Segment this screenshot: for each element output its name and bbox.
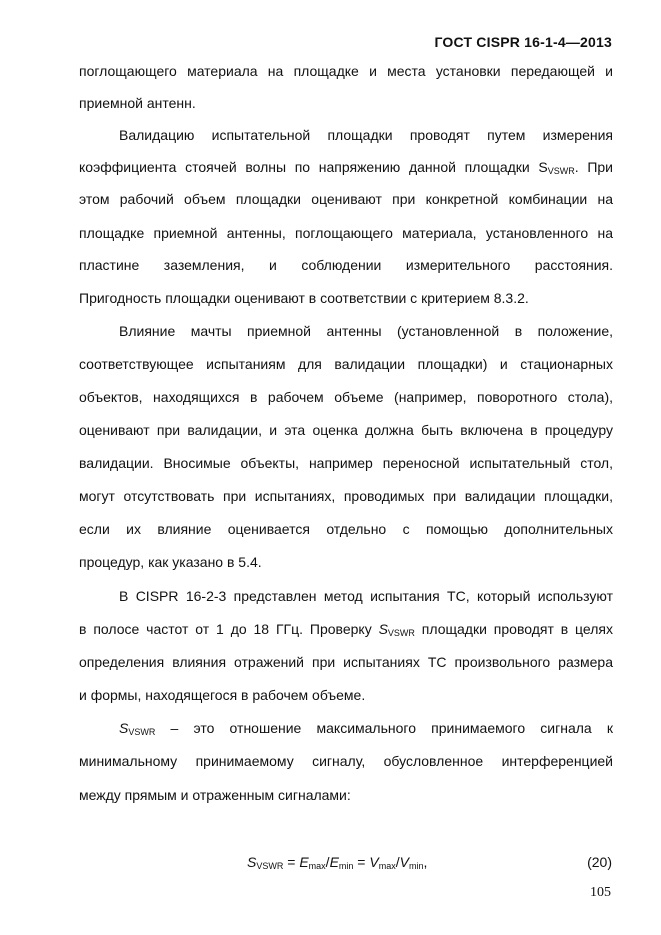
text-line: соответствующее испытаниям для валидации площадки) и стационарных	[79, 356, 613, 372]
subscript: max	[378, 861, 396, 871]
text-line	[119, 719, 613, 737]
text-line: процедур, как указано в 5.4.	[79, 554, 262, 570]
text-fragment: . При	[574, 159, 613, 175]
text-line: оценивают при валидации, и эта оценка должна быть включена в процедуру	[79, 422, 613, 438]
symbol: S	[119, 720, 129, 736]
text-line: Пригодность площадки оценивают в соответствии с критерием 8.3.2.	[79, 290, 529, 306]
text-line: могут отсутствовать при испытаниях, проводимых при валидации площадки,	[79, 488, 613, 504]
text-line: и формы, находящегося в рабочем объеме.	[79, 687, 366, 703]
operator: /	[325, 854, 330, 870]
formula-number: (20)	[587, 854, 612, 870]
text-line: пластине заземления, и соблюдении измерительного расстояния.	[79, 257, 613, 273]
text-line	[79, 158, 613, 176]
operator: =	[353, 854, 370, 870]
text-fragment: коэффициента стоячей волны по напряжению данной площадки S	[79, 159, 548, 175]
symbol: V	[399, 854, 409, 870]
text-line: если их влияние оценивается отдельно с помощью дополнительных	[79, 521, 613, 537]
subscript: VSWR	[387, 628, 415, 638]
subscript: VSWR	[256, 861, 284, 871]
text-line: этом рабочий объем площадки оценивают при конкретной комбинации на	[79, 191, 613, 207]
text-line: Валидацию испытательной площадки проводят путем измерения	[119, 127, 613, 143]
formula	[247, 854, 427, 870]
text-line: площадке приемной антенны, поглощающего материала, установленного на	[79, 225, 613, 241]
symbol: S	[378, 621, 388, 637]
subscript: VSWR	[547, 166, 575, 176]
text-fragment: – это отношение максимального принимаемого сигнала к	[155, 720, 613, 736]
text-line: определения влияния отражений при испытаниях ТС произвольного размера	[79, 654, 613, 670]
subscript: VSWR	[128, 727, 156, 737]
symbol: S	[247, 854, 257, 870]
text-fragment: в полосе частот от 1 до 18 ГГц. Проверку	[79, 621, 379, 637]
symbol: E	[329, 854, 339, 870]
subscript: min	[338, 861, 354, 871]
symbol: E	[299, 854, 309, 870]
subscript: max	[308, 861, 326, 871]
operator: =	[283, 854, 300, 870]
symbol: V	[369, 854, 379, 870]
punctuation: ,	[423, 854, 428, 870]
text-line	[79, 620, 613, 638]
text-fragment: площадки проводят в целях	[414, 621, 613, 637]
text-line: минимальному принимаемому сигналу, обусловленное интерференцией	[79, 753, 613, 769]
text-line: объектов, находящихся в рабочем объеме (например, поворотного стола),	[79, 389, 613, 405]
text-line: между прямым и отраженным сигналами:	[79, 787, 351, 803]
text-line: В CISPR 16-2-3 представлен метод испытания ТС, который используют	[119, 588, 613, 604]
document-header: ГОСТ CISPR 16-1-4—2013	[434, 34, 612, 50]
text-line: поглощающего материала на площадке и места установки передающей и	[79, 63, 613, 79]
subscript: min	[408, 861, 424, 871]
text-line: валидации. Вносимые объекты, например переносной испытательный стол,	[79, 455, 613, 471]
text-line: приемной антенн.	[79, 95, 196, 111]
page-number: 105	[590, 885, 611, 900]
text-line: Влияние мачты приемной антенны (установленной в положение,	[119, 323, 613, 339]
operator: /	[395, 854, 400, 870]
